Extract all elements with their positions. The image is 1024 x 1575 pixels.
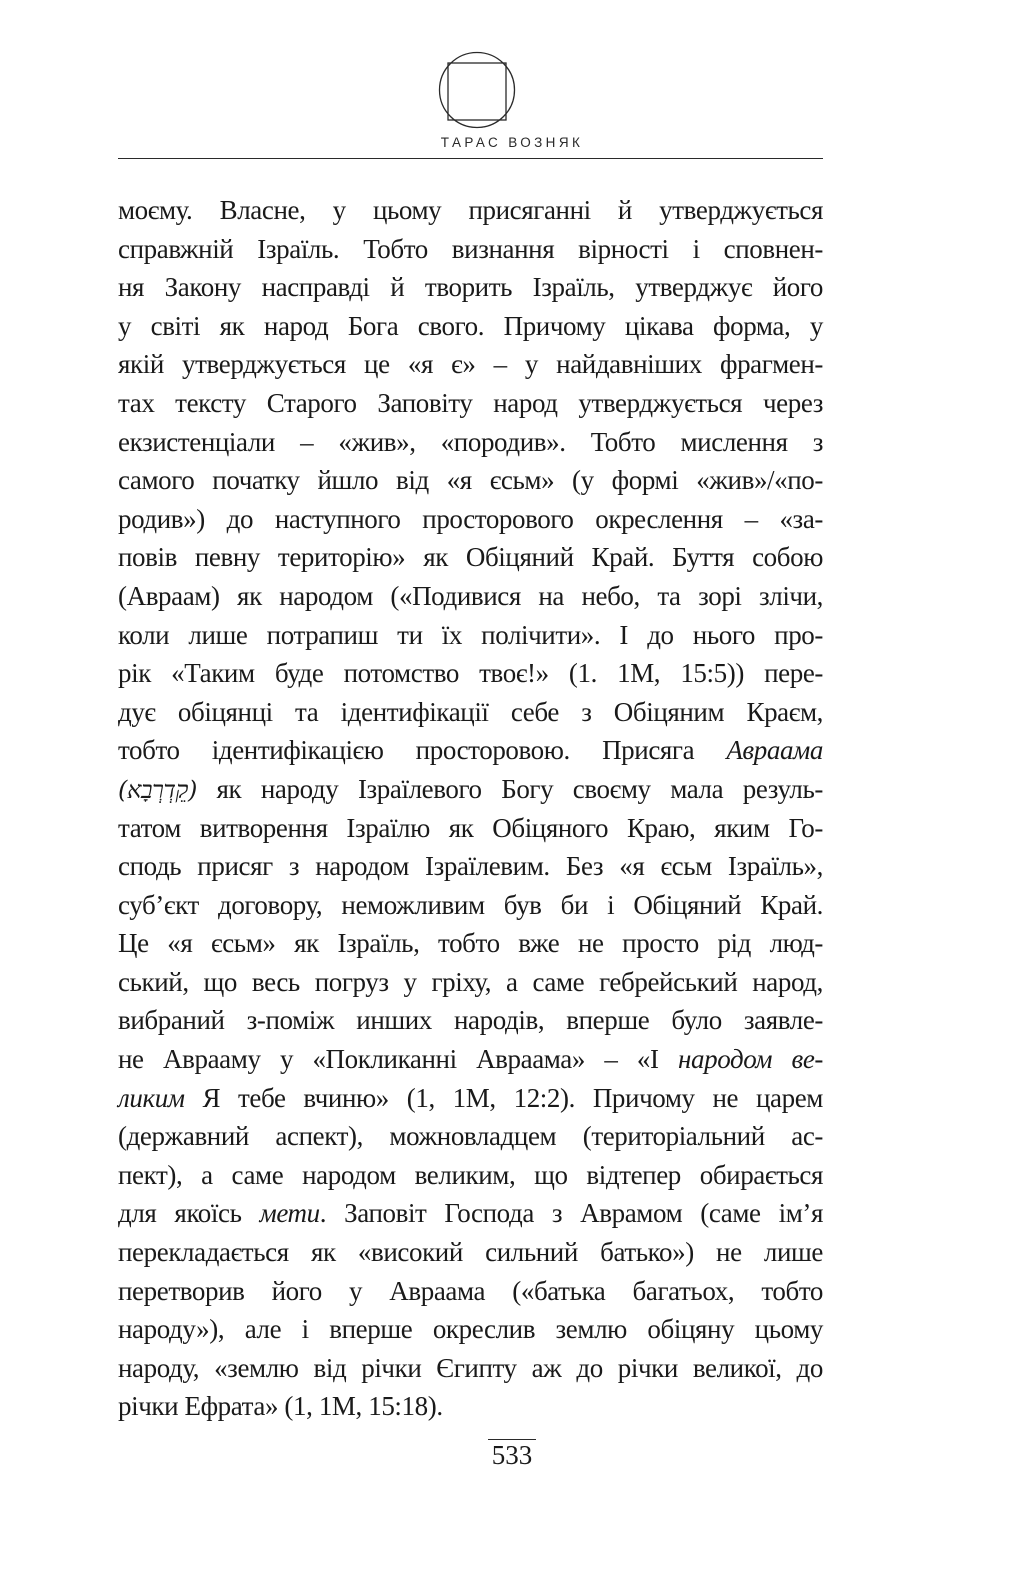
text-segment: не Аврааму у «Покликанні Авраама» – «І (118, 1044, 678, 1075)
text-segment: коли лише потрапиш ти їх полічити». І до нього про- (118, 619, 823, 650)
text-line (118, 538, 823, 577)
text-line (118, 770, 823, 809)
text-line (118, 654, 823, 693)
text-segment: як народу Ізраїлевого Богу своєму мала резуль- (196, 773, 823, 804)
text-line (118, 1194, 823, 1233)
text-segment: тобто ідентифікацією просторовою. Присяга (118, 735, 727, 766)
text-line (118, 577, 823, 616)
body-text (118, 191, 823, 1426)
text-segment: у світі як народ Бога свого. Причому цікава форма, у (118, 310, 823, 341)
text-line (118, 886, 823, 925)
text-segment: пект), а саме народом великим, що відтепер обирається (118, 1159, 823, 1190)
text-segment: суб’єкт договору, неможливим був би і Обіцяний Край. (118, 889, 823, 920)
text-line (118, 809, 823, 848)
text-line (118, 616, 823, 655)
text-segment: ський, що весь погруз у гріху, а саме гебрейський народ, (118, 966, 823, 997)
text-segment: повів певну територію» як Обіцяний Край. Буття собою (118, 542, 823, 573)
page-number-value: 533 (488, 1439, 537, 1470)
italic-text: народом ве- (678, 1044, 823, 1075)
text-segment: дує обіцянці та ідентифікації себе з Обіцяним Краєм, (118, 696, 823, 727)
text-line (118, 1233, 823, 1272)
text-segment: татом витворення Ізраїлю як Обіцяного Краю, яким Го- (118, 812, 823, 843)
text-line (118, 1079, 823, 1118)
text-line (118, 1001, 823, 1040)
text-line (118, 1040, 823, 1079)
text-line (118, 693, 823, 732)
text-line (118, 1272, 823, 1311)
text-line (118, 1117, 823, 1156)
text-line (118, 230, 823, 269)
running-head: ТАРАС ВОЗНЯК (440, 135, 584, 150)
text-line (118, 924, 823, 963)
text-segment: Це «я єсьм» як Ізраїль, тобто вже не просто рід люд- (118, 928, 823, 959)
text-line (118, 1156, 823, 1195)
italic-text: мети (259, 1198, 320, 1229)
text-segment: для якоїсь (118, 1198, 260, 1229)
text-segment: річки Ефрата» (1, 1М, 15:18). (118, 1391, 443, 1422)
text-line (118, 461, 823, 500)
text-line (118, 847, 823, 886)
text-segment: родив») до наступного просторового окреслення – «за- (118, 503, 823, 534)
text-line (118, 307, 823, 346)
text-segment: (державний аспект), можновладцем (територіальний ас- (118, 1121, 823, 1152)
text-segment: моєму. Власне, у цьому присяганні й утверджується (118, 195, 823, 225)
text-line (118, 500, 823, 539)
page-number (0, 1440, 1024, 1471)
text-line (118, 1310, 823, 1349)
italic-text: ликим (118, 1082, 185, 1113)
text-segment: Я тебе вчиню» (1, 1М, 12:2). Причому не царем (184, 1082, 823, 1113)
text-segment: перетворив його у Авраама («батька багатьох, тобто (118, 1275, 823, 1306)
text-segment: рік «Таким буде потомство твоє!» (1. 1М, 15:5)) пере- (118, 658, 823, 689)
text-segment: вибраний з-поміж инших народів, вперше було заявле- (118, 1005, 823, 1036)
text-segment: перекладається як «високий сильний батько») не лише (118, 1237, 823, 1268)
text-segment: народу, «землю від річки Єгипту аж до річки великої, до (118, 1352, 823, 1383)
text-segment: тах тексту Старого Заповіту народ утверджується через (118, 387, 823, 418)
text-segment: самого початку йшло від «я єсьм» (у формі «жив»/«по- (118, 465, 823, 496)
text-line (118, 963, 823, 1002)
text-line (118, 1387, 823, 1426)
text-segment: . Заповіт Господа з Аврамом (саме ім’я (319, 1198, 823, 1229)
circle-square-emblem-icon (438, 51, 516, 129)
text-segment: екзистенціали – «жив», «породив». Тобто мислення з (118, 426, 823, 457)
text-line (118, 1349, 823, 1388)
italic-text: (קֵדְרְבָא) (118, 775, 197, 804)
text-segment: (Авраам) як народом («Подивися на небо, та зорі злічи, (118, 580, 823, 611)
text-line (118, 268, 823, 307)
header-rule (118, 158, 823, 159)
text-segment: народу»), але і вперше окреслив землю обіцяну цьому (118, 1314, 823, 1345)
text-segment: справжній Ізраїль. Тобто визнання вірності і сповнен- (118, 233, 823, 264)
text-line (118, 191, 823, 230)
text-segment: сподь присяг з народом Ізраїлевим. Без «я єсьм Ізраїль», (118, 851, 823, 882)
text-line (118, 731, 823, 770)
italic-text: Авраама (726, 735, 823, 766)
text-line (118, 384, 823, 423)
text-segment: ня Закону насправді й творить Ізраїль, утверджує його (118, 272, 823, 303)
text-segment: якій утверджується це «я є» – у найдавніших фрагмен- (118, 349, 823, 380)
text-line (118, 345, 823, 384)
text-line (118, 423, 823, 462)
